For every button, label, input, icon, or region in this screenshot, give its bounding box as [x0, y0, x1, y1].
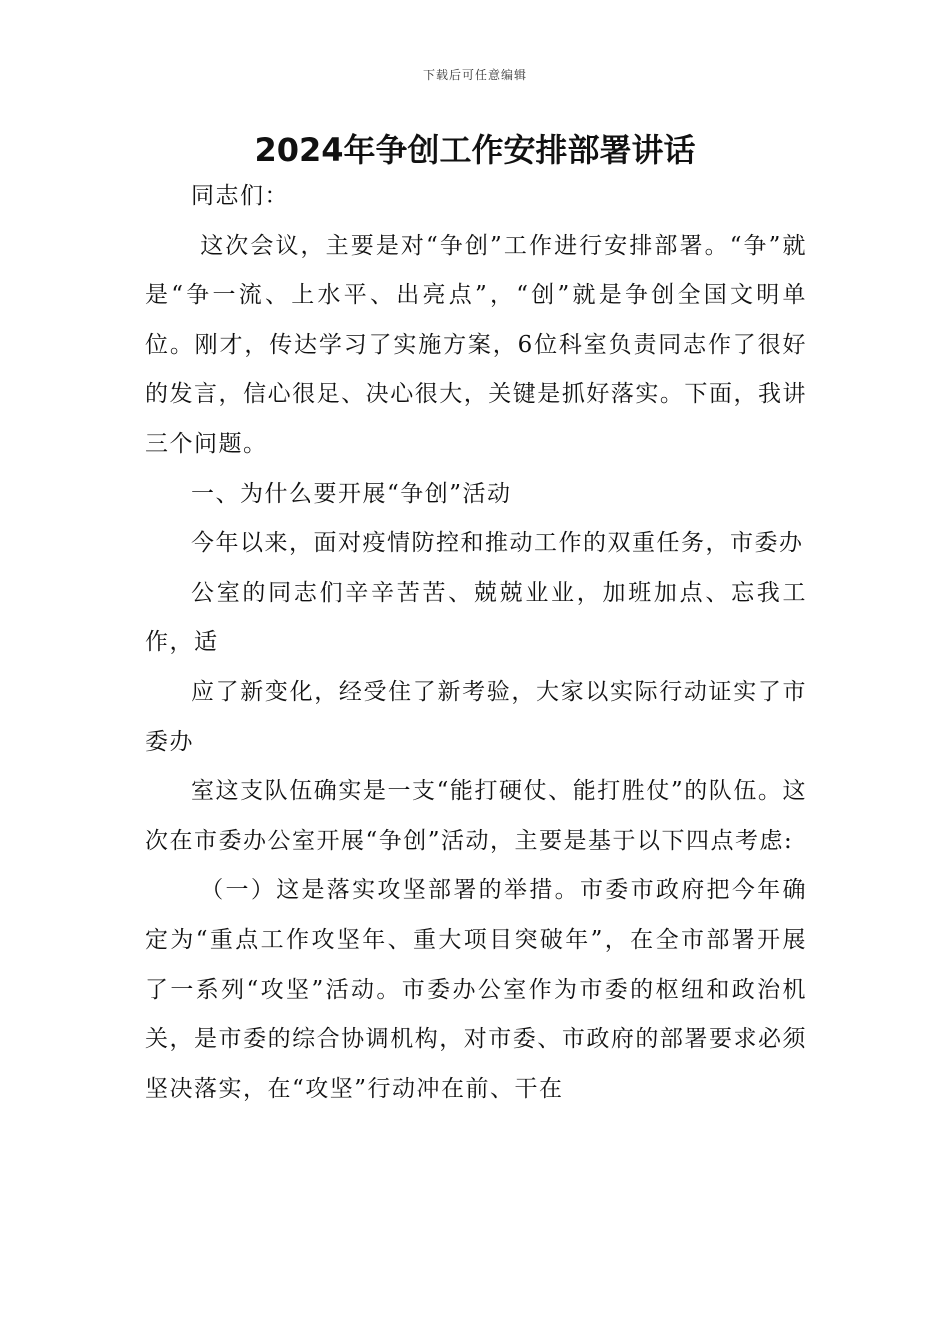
- document-body: [145, 172, 807, 1114]
- paragraph-2: 今年以来，面对疫情防控和推动工作的双重任务，市委办: [191, 530, 804, 557]
- paragraph-3: 公室的同志们辛辛苦苦、兢兢业业，加班加点、忘我工作，适: [145, 579, 807, 656]
- document-title: 2024年争创工作安排部署讲话: [254, 131, 696, 169]
- paragraph-intro: 这次会议，主要是对“争创”工作进行安排部署。“争”就是“争一流、上水平、出亮点”，“创”就是争创全国文明单位。刚才，传达学习了实施方案，6位科室负责同志作了很好的发言，信心很足、决心很大，关键是抓好落实。下面，我讲三个问题。: [145, 232, 807, 457]
- paragraph-4: 应了新变化，经受住了新考验，大家以实际行动证实了市委办: [145, 678, 807, 755]
- section-heading-1: 一、为什么要开展“争创”活动: [191, 480, 512, 507]
- paragraph-5: 室这支队伍确实是一支“能打硬仗、能打胜仗”的队伍。这次在市委办公室开展“争创”活动，主要是基于以下四点考虑:: [145, 778, 807, 854]
- greeting: 同志们：: [191, 183, 289, 209]
- header-note: 下载后可任意编辑: [422, 68, 527, 82]
- paragraph-6: （一）这是落实攻坚部署的举措。市委市政府把今年确定为“重点工作攻坚年、重大项目突破年”，在全市部署开展了一系列“攻坚”活动。市委办公室作为市委的枢纽和政治机关，是市委的综合协调机构，对市委、市政府的部署要求必须坚决落实，在“攻坚”行动冲在前、干在: [145, 877, 807, 1102]
